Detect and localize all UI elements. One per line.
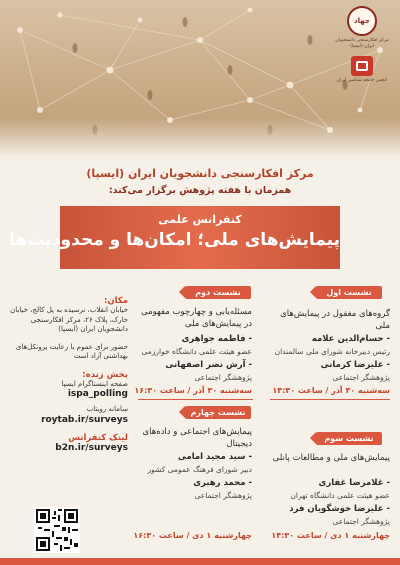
info-column [8, 296, 128, 453]
instagram-id[interactable]: ispa_polling [67, 389, 128, 399]
session-2-date: سه‌شنبه ۳۰ آذر / ساعت ۱۶:۳۰ [134, 386, 252, 395]
session-4-date: چهارشنبه ۱ دی / ساعت ۱۶:۳۰ [133, 531, 252, 540]
session-1-speaker-2-role: پژوهشگر اجتماعی [332, 373, 390, 382]
bottom-strip [0, 558, 400, 565]
session-1-speaker-2: - علیرضا کرمانی [320, 360, 390, 370]
session-2-tag: نشست دوم [185, 286, 251, 299]
research-week-line: همزمان با هفته پژوهش برگزار می‌کند: [108, 185, 292, 196]
session-1-tag: نشست اول [316, 286, 382, 299]
isna-logo [351, 56, 373, 76]
attendance-notice: حضور برای عموم با رعایت پروتکل‌های بهداشتی آزاد است [15, 342, 128, 360]
session-2-topic: مسئله‌یابی و چهارچوب مفهومی در پیمایش‌های ملی [140, 307, 252, 329]
isna-caption: انجمن جامعه شناسی ایران [336, 78, 388, 83]
conference-link[interactable]: b2n.ir/surveys [55, 442, 128, 453]
session-2-speaker-2-role: پژوهشگر اجتماعی [194, 373, 252, 382]
jahad-logo: جهاد [347, 6, 377, 36]
conference-title: پیمایش‌های ملی؛ امکان‌ها و محدودیت‌ها [9, 230, 340, 250]
session-4-speaker-2: - محمد رهبری [193, 478, 252, 488]
link-heading: لینک کنفرانس [68, 432, 128, 443]
divider [270, 399, 390, 400]
conference-banner [9, 206, 340, 269]
session-3-date: چهارشنبه ۱ دی / ساعت ۱۴:۳۰ [271, 531, 390, 540]
organizer-title: مرکز افکارسنجی دانشجویان ایران (ایسپا) [86, 167, 314, 180]
session-3-speaker-1-role: عضو هیئت علمی دانشگاه تهران [290, 491, 390, 500]
roytab-url[interactable]: roytab.ir/surveys [41, 414, 128, 425]
place-address: خیابان انقلاب، نرسیده به پل کالج، خیابان خارک، پلاک ۲۶، مرکز افکارسنجی دانشجویان ایران (ایسپا) [10, 306, 128, 333]
session-3-speaker-1: - غلامرضا غفاری [318, 478, 390, 488]
jahad-caption: مرکز افکارسنجی دانشجویان ایران (ایسپا) [335, 38, 389, 49]
session-3-topic: پیمایش‌های ملی و مطالعات پانلی [272, 453, 390, 463]
session-2-speaker-1-role: عضو هیئت علمی دانشگاه خوارزمی [141, 347, 252, 356]
place-heading: مکان: [103, 296, 128, 306]
roytab-label: سامانه رویتاب [86, 405, 128, 413]
session-2-speaker-1: - فاطمه جواهری [181, 334, 252, 344]
session-3-tag: نشست سوم [316, 432, 382, 445]
qr-code[interactable] [34, 507, 80, 553]
session-4-tag: نشست چهارم [185, 406, 251, 419]
session-4-speaker-1: - سید مجید امامی [177, 452, 252, 462]
session-4-speaker-2-role: پژوهشگر اجتماعی [194, 491, 252, 500]
session-1-topic: گروه‌های مغفول در پیمایش‌های ملی [280, 309, 390, 331]
session-4-speaker-1-role: دبیر شورای فرهنگ عمومی کشور [147, 465, 252, 474]
logos [332, 6, 392, 83]
session-4-topic: پیمایش‌های اجتماعی و داده‌های دیجیتال [142, 427, 252, 449]
instagram-label: صفحه اینستاگرام ایسپا [61, 379, 128, 388]
session-2-speaker-2: - آرش نصر اصفهانی [165, 360, 252, 370]
session-1-speaker-1-role: رئیس دبیرخانه شورای ملی سالمندان [274, 347, 390, 356]
session-3-speaker-2: - علیرضا خوشگویان فرد [289, 504, 390, 514]
live-heading: پخش زنده: [82, 369, 128, 380]
session-1-date: سه‌شنبه ۳۰ آذر / ساعت ۱۴:۳۰ [272, 386, 390, 395]
session-3-speaker-2-role: پژوهشگر اجتماعی [332, 517, 390, 526]
divider [138, 399, 253, 400]
photo-fade [0, 118, 400, 158]
session-1-speaker-1: - حسام‌الدین علامه [311, 334, 390, 344]
conference-label: کنفرانس علمی [158, 213, 242, 226]
qr-code-icon [34, 507, 80, 553]
